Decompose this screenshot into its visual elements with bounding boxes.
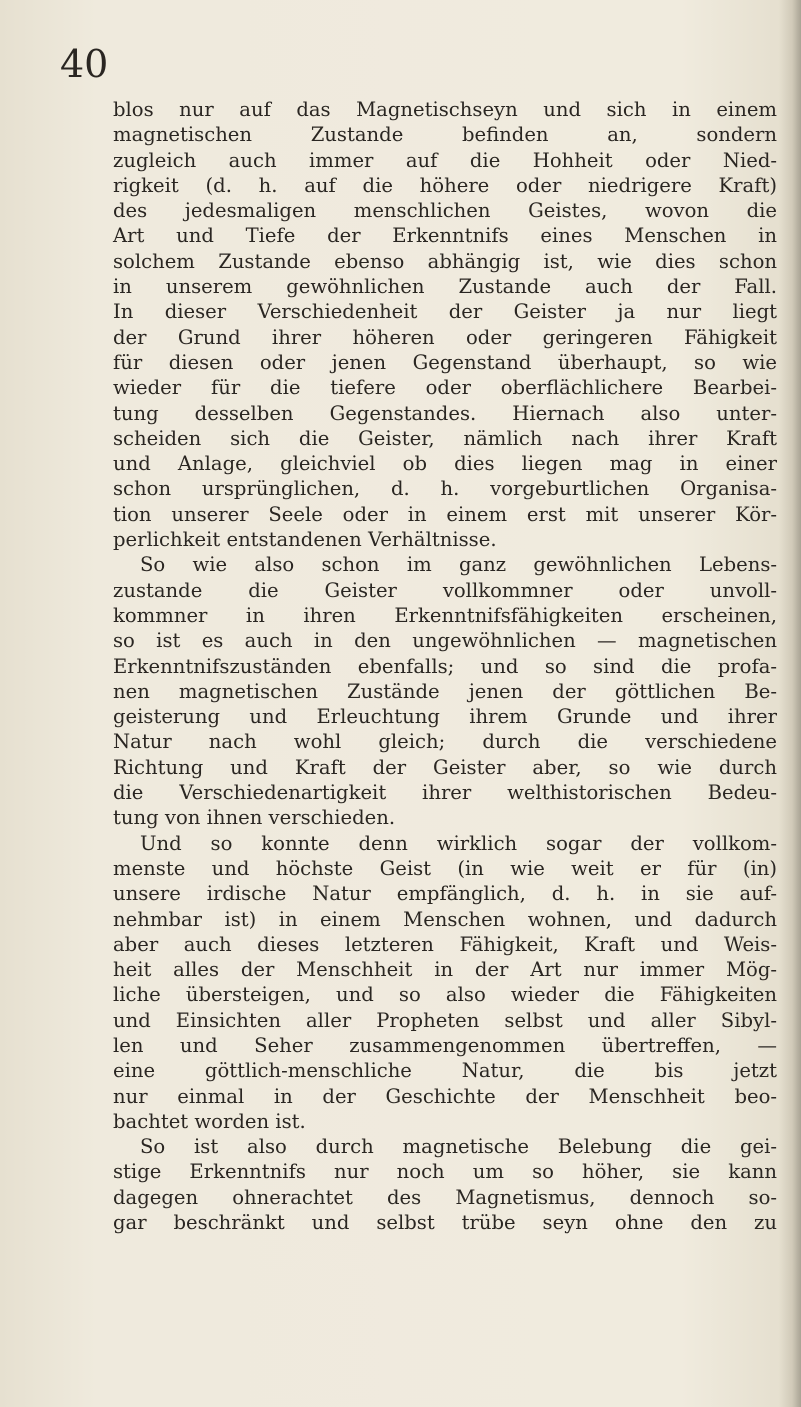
text-line: der Grund ihrer höheren oder geringeren Fähigkeit	[113, 325, 777, 349]
text-line: tion unserer Seele oder in einem erst mit unserer Kör-	[113, 502, 777, 526]
text-line: rigkeit (d. h. auf die höhere oder niedrigere Kraft)	[113, 173, 777, 197]
text-line: heit alles der Menschheit in der Art nur immer Mög-	[113, 958, 777, 982]
text-line: tung von ihnen verschieden.	[113, 806, 396, 830]
page-number: 40	[60, 42, 109, 86]
text-line: wieder für die tiefere oder oberflächlichere Bearbei-	[113, 376, 777, 400]
text-line: unsere irdische Natur empfänglich, d. h. in sie auf-	[113, 882, 777, 906]
text-line: gar beschränkt und selbst trübe seyn ohne den zu	[113, 1211, 777, 1235]
text-line: geisterung und Erleuchtung ihrem Grunde und ihrer	[113, 705, 777, 729]
text-line: tung desselben Gegenstandes. Hiernach also unter-	[113, 401, 777, 425]
text-line: aber auch dieses letzteren Fähigkeit, Kraft und Weis-	[113, 932, 777, 956]
text-line: in unserem gewöhnlichen Zustande auch der Fall.	[113, 275, 777, 299]
text-line: Art und Tiefe der Erkenntnifs eines Menschen in	[113, 224, 777, 248]
text-line: und Anlage, gleichviel ob dies liegen mag in einer	[113, 452, 777, 476]
text-line: blos nur auf das Magnetischseyn und sich in einem	[113, 98, 777, 121]
text-line: In dieser Verschiedenheit der Geister ja nur liegt	[113, 300, 777, 324]
text-line: len und Seher zusammengenommen übertreffen, —	[113, 1033, 777, 1057]
text-line: zugleich auch immer auf die Hohheit oder Nied-	[113, 148, 777, 172]
text-line: dagegen ohnerachtet des Magnetismus, dennoch so-	[113, 1185, 777, 1209]
text-line: menste und höchste Geist (in wie weit er für (in)	[113, 856, 777, 880]
text-line: und Einsichten aller Propheten selbst und aller Sibyl-	[113, 1008, 777, 1032]
text-line: Und so konnte denn wirklich sogar der vollkom-	[140, 831, 777, 855]
text-line: zustande die Geister vollkommner oder unvoll-	[113, 578, 777, 602]
text-line: nen magnetischen Zustände jenen der göttlichen Be-	[113, 679, 777, 703]
text-line: So ist also durch magnetische Belebung die gei-	[140, 1135, 777, 1159]
text-line: kommner in ihren Erkenntnifsfähigkeiten erscheinen,	[113, 603, 777, 627]
text-line: des jedesmaligen menschlichen Geistes, wovon die	[113, 199, 777, 223]
text-line: solchem Zustande ebenso abhängig ist, wie dies schon	[113, 249, 777, 273]
body-text	[113, 97, 777, 1235]
text-line: perlichkeit entstandenen Verhältnisse.	[113, 528, 497, 552]
text-line: die Verschiedenartigkeit ihrer welthistorischen Bedeu-	[113, 781, 777, 805]
text-line: Natur nach wohl gleich; durch die verschiedene	[113, 730, 777, 754]
text-line: Richtung und Kraft der Geister aber, so wie durch	[113, 755, 777, 779]
text-line: stige Erkenntnifs nur noch um so höher, sie kann	[113, 1160, 777, 1184]
text-line: nehmbar ist) in einem Menschen wohnen, und dadurch	[113, 907, 777, 931]
text-line: so ist es auch in den ungewöhnlichen — magnetischen	[113, 629, 777, 653]
text-line: Erkenntnifszuständen ebenfalls; und so sind die profa-	[113, 654, 777, 678]
page-edge-shadow	[779, 0, 801, 1407]
text-line: scheiden sich die Geister, nämlich nach ihrer Kraft	[113, 426, 777, 450]
text-line: für diesen oder jenen Gegenstand überhaupt, so wie	[113, 350, 777, 374]
text-line: eine göttlich-menschliche Natur, die bis jetzt	[113, 1059, 777, 1083]
text-line: schon ursprünglichen, d. h. vorgeburtlichen Organisa-	[113, 477, 777, 501]
text-line: magnetischen Zustande befinden an, sondern	[113, 123, 777, 147]
text-line: bachtet worden ist.	[113, 1109, 306, 1133]
text-line: nur einmal in der Geschichte der Menschheit beo-	[113, 1084, 777, 1108]
text-line: So wie also schon im ganz gewöhnlichen Lebens-	[140, 553, 777, 577]
text-line: liche übersteigen, und so also wieder die Fähigkeiten	[113, 983, 777, 1007]
